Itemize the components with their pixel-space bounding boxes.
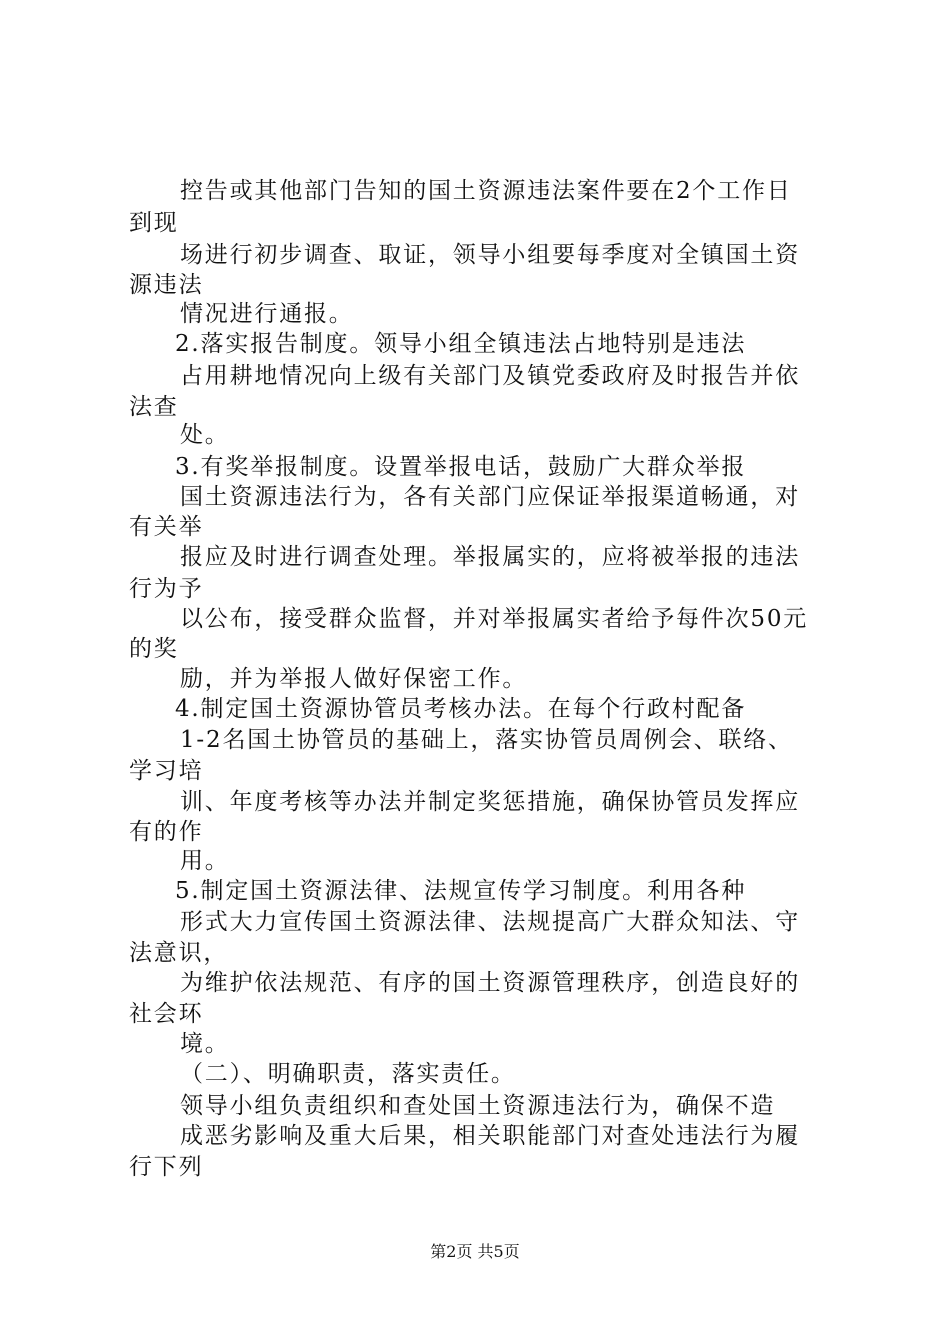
text-line: 4.制定国土资源协管员考核办法。在每个行政村配备 <box>175 696 747 722</box>
text-line: 1-2名国土协管员的基础上，落实协管员周例会、联络、 <box>180 727 793 753</box>
text-line: 学习培 <box>129 758 204 784</box>
text-line: 境。 <box>180 1031 230 1057</box>
text-line: 领导小组负责组织和查处国土资源违法行为，确保不造 <box>180 1093 776 1119</box>
text-line: 训、年度考核等办法并制定奖惩措施，确保协管员发挥应 <box>180 789 800 815</box>
text-line: 源违法 <box>129 272 204 298</box>
text-line: 法意识， <box>129 940 229 966</box>
section-heading: （二）、明确职责，落实责任。 <box>180 1061 516 1087</box>
text-line: 3.有奖举报制度。设置举报电话，鼓励广大群众举报 <box>175 454 747 480</box>
text-line: 行下列 <box>129 1154 204 1180</box>
text-line: 2.落实报告制度。领导小组全镇违法占地特别是违法 <box>175 331 747 357</box>
text-line: 情况进行通报。 <box>180 301 354 327</box>
page-footer: 第2页 共5页 <box>430 1242 520 1261</box>
text-line: 社会环 <box>129 1001 204 1027</box>
text-line: 以公布，接受群众监督，并对举报属实者给予每件次50元 <box>180 606 809 632</box>
text-line: 的奖 <box>129 636 179 662</box>
text-line: 为维护依法规范、有序的国土资源管理秩序，创造良好的 <box>180 970 800 996</box>
text-line: 法查 <box>129 394 179 420</box>
text-line: 成恶劣影响及重大后果，相关职能部门对查处违法行为履 <box>180 1123 800 1149</box>
text-line: 控告或其他部门告知的国土资源违法案件要在2个工作日 <box>180 178 792 204</box>
text-line: 5.制定国土资源法律、法规宣传学习制度。利用各种 <box>175 878 747 904</box>
text-line: 场进行初步调查、取证，领导小组要每季度对全镇国土资 <box>180 242 800 268</box>
text-line: 行为予 <box>129 576 204 602</box>
text-line: 有关举 <box>129 514 204 540</box>
text-line: 形式大力宣传国土资源法律、法规提高广大群众知法、守 <box>180 909 800 935</box>
text-line: 用。 <box>180 848 230 874</box>
text-line: 报应及时进行调查处理。举报属实的，应将被举报的违法 <box>180 544 800 570</box>
text-line: 励，并为举报人做好保密工作。 <box>180 666 528 692</box>
text-line: 有的作 <box>129 819 204 845</box>
text-line: 国土资源违法行为，各有关部门应保证举报渠道畅通，对 <box>180 484 800 510</box>
text-line: 处。 <box>180 422 230 448</box>
text-line: 占用耕地情况向上级有关部门及镇党委政府及时报告并依 <box>180 363 800 389</box>
text-line: 到现 <box>129 210 179 236</box>
